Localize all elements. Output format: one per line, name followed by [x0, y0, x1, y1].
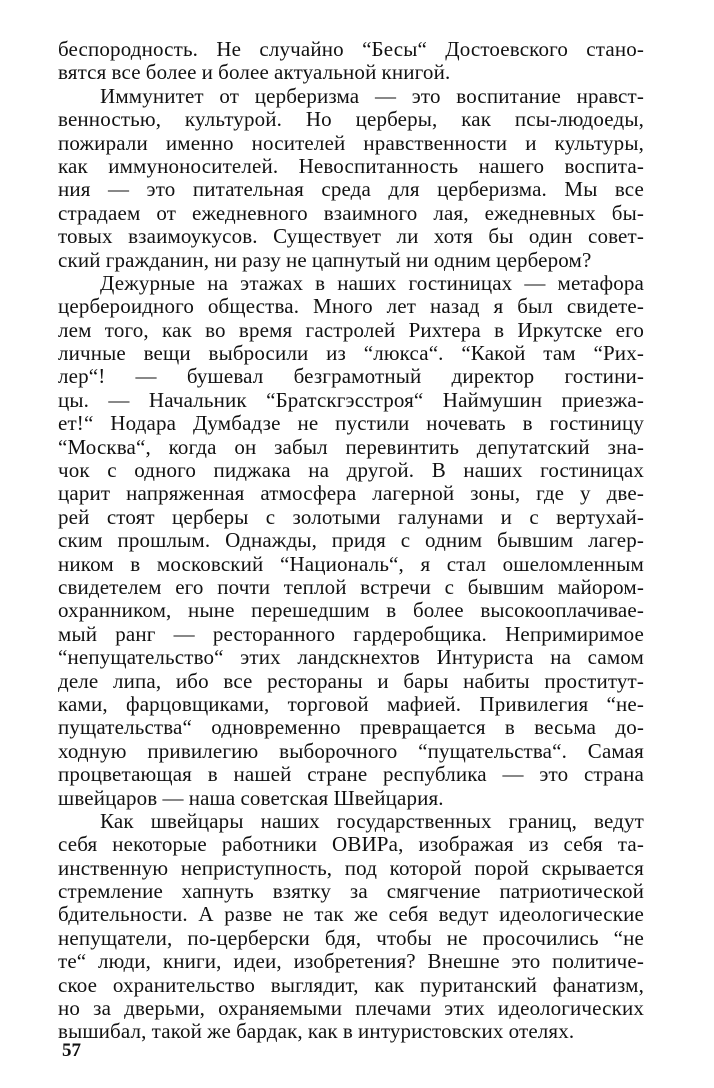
text-line: беспородность. Не случайно “Бесы“ Достоевского стано- [58, 37, 644, 61]
text-line: как иммуноносителей. Невоспитанность нашего воспита- [58, 153, 644, 178]
paragraph [58, 272, 644, 810]
text-line: но за дверьми, охраняемыми плечами этих идеологических [58, 996, 644, 1021]
text-line: рей стоят церберы с золотыми галунами и с вертухай- [58, 504, 644, 529]
text-line: страдаем от ежедневного взаимного лая, ежедневных бы- [58, 200, 644, 225]
text-line: ское охранительство выглядит, как пуританский фанатизм, [58, 972, 644, 997]
text-line: деле липа, ибо все рестораны и бары набиты проститут- [58, 668, 644, 693]
text-line: непущатели, по-церберски бдя, чтобы не просочились “не [58, 925, 644, 950]
text-line: себя некоторые работники ОВИРа, изображая из себя та- [58, 832, 644, 857]
text-line: вятся все более и более актуальной книгой. [58, 60, 451, 85]
text-line: цы. — Начальник “Братскгэсстроя“ Наймушин приезжа- [58, 387, 644, 412]
paragraph [58, 38, 644, 85]
text-line: ским прошлым. Однажды, придя с одним бывшим лагер- [58, 528, 644, 553]
text-line: ками, фарцовщиками, торговой мафией. Привилегия “не- [58, 691, 644, 716]
text-line: Дежурные на этажах в наших гостиницах — метафора [100, 270, 644, 295]
text-line: лер“! — бушевал безграмотный директор гостини- [58, 364, 644, 389]
text-line: товых взаимоукусов. Существует ли хотя бы один совет- [58, 224, 644, 249]
text-line: чок с одного пиджака на другой. В наших гостиницах [58, 458, 644, 483]
text-line: вышибал, такой же бардак, как в интуристовских отелях. [58, 1019, 575, 1044]
text-line: стремление хапнуть взятку за смягчение патриотической [58, 879, 644, 904]
text-line: “непущательство“ этих ландскнехтов Интуриста на самом [58, 645, 644, 670]
text-line: Как швейцары наших государственных границ, ведут [100, 808, 644, 833]
text-line: личные вещи выбросили из “люкса“. “Какой там “Рих- [58, 341, 644, 366]
text-line: цербероидного общества. Много лет назад я был свидете- [58, 294, 644, 319]
text-line: лем того, как во время гастролей Рихтера в Иркутске его [58, 317, 644, 342]
text-line: Иммунитет от церберизма — это воспитание нравст- [100, 83, 644, 108]
body-text [58, 38, 644, 1044]
text-line: охранником, ныне перешедшим в более высокооплачивае- [58, 598, 644, 623]
text-line: ет!“ Нодара Думбадзе не пустили ночевать в гостиницу [58, 411, 644, 436]
text-line: инственную неприступность, под которой порой скрывается [58, 855, 644, 880]
text-line: те“ люди, книги, идеи, изобретения? Внешне это политиче- [58, 949, 644, 974]
text-line: “Москва“, когда он забыл перевинтить депутатский зна- [58, 434, 644, 459]
page-number: 57 [62, 1040, 81, 1061]
text-line: ния — это питательная среда для церберизма. Мы все [58, 177, 644, 202]
text-line: процветающая в нашей стране республика — это страна [58, 762, 644, 787]
text-line: пущательства“ одновременно превращается в весьма до- [58, 715, 644, 740]
text-line: венностью, культурой. Но церберы, как псы-людоеды, [58, 107, 644, 132]
text-line: ходную привилегию выборочного “пущательства“. Самая [58, 738, 644, 763]
text-line: царит напряженная атмосфера лагерной зоны, где у две- [58, 481, 644, 506]
paragraph [58, 85, 644, 272]
text-line: ский гражданин, ни разу не цапнутый ни одним цербером? [58, 247, 592, 272]
text-line: пожирали именно носителей нравственности и культуры, [58, 130, 644, 155]
paragraph [58, 810, 644, 1044]
text-line: ником в московский “Националь“, я стал ошеломленным [58, 551, 644, 576]
text-line: свидетелем его почти теплой встречи с бывшим майором- [58, 574, 644, 599]
text-line: бдительности. А разве не так же себя ведут идеологические [58, 902, 644, 927]
text-line: швейцаров — наша советская Швейцария. [58, 785, 444, 810]
text-line: мый ранг — ресторанного гардеробщика. Непримиримое [58, 621, 644, 646]
